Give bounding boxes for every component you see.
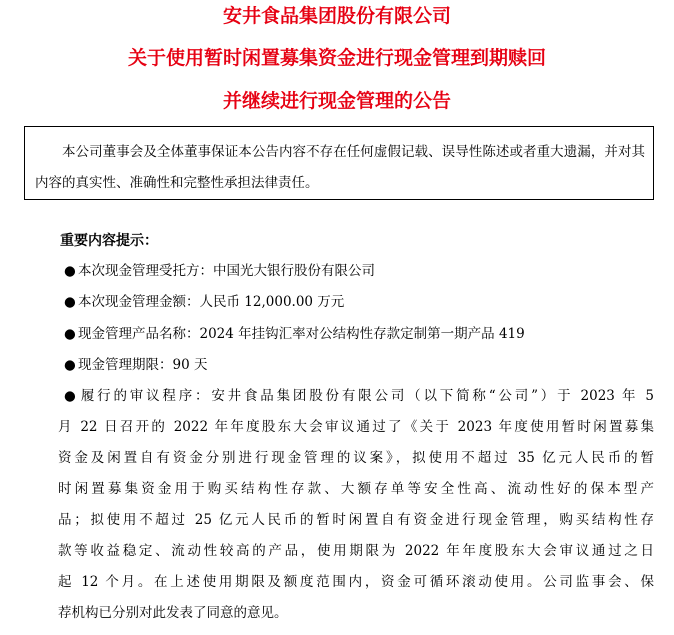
notice-text: 本公司董事会及全体董事保证本公告内容不存在任何虚假记载、误导性陈述或者重大遗漏，并对其内容的真实性、准确性和完整性承担法律责任。 xyxy=(35,144,645,191)
list-item xyxy=(64,322,525,346)
announcement-title-line-2: 并继续进行现金管理的公告 xyxy=(222,90,451,112)
review-line: 起 12 个月。在上述使用期限及额度范围内，资金可循环滚动使用。公司监事会、保 xyxy=(58,574,654,590)
bullet-icon: ● xyxy=(64,263,76,279)
bullet-text: 现金管理期限：90 天 xyxy=(78,357,208,373)
board-guarantee-notice xyxy=(24,126,654,200)
list-item xyxy=(64,259,375,283)
bullet-icon: ● xyxy=(64,388,76,404)
review-line xyxy=(64,381,654,412)
review-line: 品；拟使用不超过 25 亿元人民币的暂时闲置自有资金进行现金管理，购买结构性存 xyxy=(58,512,654,528)
bullet-icon: ● xyxy=(64,357,76,373)
review-procedure-paragraph xyxy=(58,381,654,629)
list-item xyxy=(64,353,207,377)
review-line-text: 履行的审议程序：安井食品集团股份有限公司（以下简称“公司”）于 2023 年 5 xyxy=(78,388,654,404)
key-content-heading: 重要内容提示： xyxy=(60,233,158,249)
review-line: 月 22 日召开的 2022 年年度股东大会审议通过了《关于 2023 年度使用暂时闲置募集 xyxy=(58,419,654,435)
announcement-title-line-1: 关于使用暂时闲置募集资金进行现金管理到期赎回 xyxy=(127,47,546,69)
review-line: 时闲置募集资金用于购买结构性存款、大额存单等安全性高、流动性好的保本型产 xyxy=(58,481,654,497)
review-line: 资金及闲置自有资金分别进行现金管理的议案》，拟使用不超过 35 亿元人民币的暂 xyxy=(58,450,654,466)
company-name: 安井食品集团股份有限公司 xyxy=(222,5,451,27)
bullet-text: 现金管理产品名称：2024 年挂钩汇率对公结构性存款定制第一期产品 419 xyxy=(78,326,525,342)
review-line: 款等收益稳定、流动性较高的产品，使用期限为 2022 年年度股东大会审议通过之日 xyxy=(58,543,654,559)
list-item xyxy=(64,290,344,314)
bullet-text: 本次现金管理受托方：中国光大银行股份有限公司 xyxy=(78,263,375,279)
bullet-text: 本次现金管理金额：人民币 12,000.00 万元 xyxy=(78,294,345,310)
bullet-icon: ● xyxy=(64,326,76,342)
review-line: 荐机构已分别对此发表了同意的意见。 xyxy=(58,605,288,621)
bullet-icon: ● xyxy=(64,294,76,310)
